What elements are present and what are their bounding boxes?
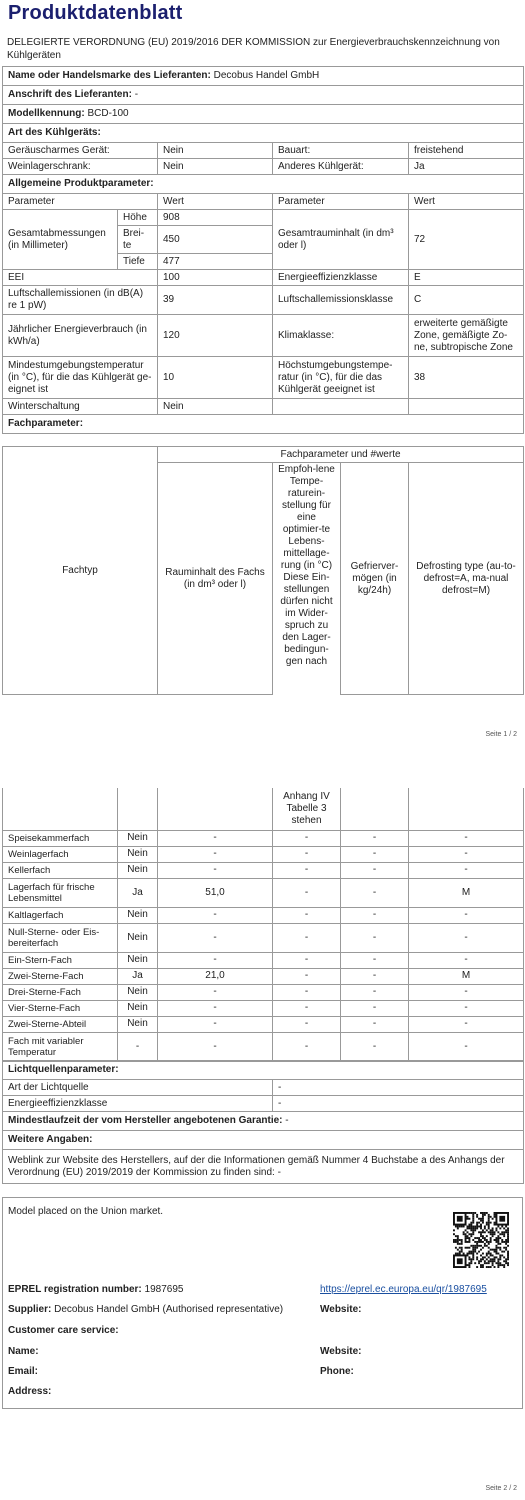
compartment-value: - xyxy=(409,952,524,968)
temperature-col-continued: Anhang IV Tabelle 3 stehen xyxy=(273,788,341,830)
customer-care-label: Customer care service: xyxy=(8,1325,119,1336)
compartment-row xyxy=(3,830,524,846)
compartment-value: - xyxy=(273,923,341,952)
eprel-number: 1987695 xyxy=(144,1284,184,1295)
temperature-col-header: Empfoh-lene Tempe-raturein-stellung für eine optimier-te Lebens-mittellage-rung (in °C) Diese Ein-stellungen dürfen nicht im Wider-spruch zu den Lager-bedingun-gen nach xyxy=(273,463,341,695)
page-number: Seite 2 / 2 xyxy=(485,1485,517,1492)
type-label: Weinlagerschrank: xyxy=(3,159,158,175)
page-number: Seite 1 / 2 xyxy=(485,731,517,738)
light-source-header: Lichtquellenparameter: xyxy=(3,1061,524,1080)
compartment-present: Ja xyxy=(118,878,158,907)
param-label xyxy=(273,399,409,415)
address-label: Address: xyxy=(8,1386,52,1397)
dim-value: 477 xyxy=(158,254,273,270)
compartment-row xyxy=(3,984,524,1000)
dimensions-label: Gesamtabmessungen (in Millimeter) xyxy=(3,210,118,270)
param-label: Luftschallemissionsklasse xyxy=(273,286,409,315)
param-value: C xyxy=(409,286,524,315)
type-value: Ja xyxy=(409,159,524,175)
supplier-value: Decobus Handel GmbH (Authorised representative) xyxy=(54,1304,284,1315)
type-label: Geräuscharmes Gerät: xyxy=(3,143,158,159)
compartment-present: Nein xyxy=(118,907,158,923)
volume-value: 72 xyxy=(409,210,524,270)
freezing-col-header: Gefrierver-mögen (in kg/24h) xyxy=(341,463,409,695)
col-header-param: Parameter xyxy=(3,194,158,210)
compartment-value: - xyxy=(409,984,524,1000)
supplier-info xyxy=(8,1304,283,1315)
param-label: Winterschaltung xyxy=(3,399,158,415)
page-title: Produktdatenblatt xyxy=(8,2,183,24)
compartment-value: - xyxy=(158,984,273,1000)
compartment-header-table xyxy=(2,446,524,695)
model-label: Modellkennung: xyxy=(8,108,85,119)
compartment-value: M xyxy=(409,878,524,907)
dim-value: 908 xyxy=(158,210,273,226)
light-label: Energieeffizienzklasse xyxy=(3,1096,273,1112)
compartment-row xyxy=(3,1000,524,1016)
compartment-value: - xyxy=(158,1016,273,1032)
compartment-value: - xyxy=(158,846,273,862)
param-value: 39 xyxy=(158,286,273,315)
compartment-value: - xyxy=(273,968,341,984)
phone-label: Phone: xyxy=(320,1366,354,1377)
fachtyp-header: Fachtyp xyxy=(3,447,158,695)
compartment-value: - xyxy=(158,923,273,952)
compartment-present: Nein xyxy=(118,846,158,862)
compartment-present: Nein xyxy=(118,1000,158,1016)
compartment-value: - xyxy=(158,907,273,923)
compartment-value: - xyxy=(273,952,341,968)
compartment-name: Null-Sterne- oder Eis-bereiterfach xyxy=(3,923,118,952)
eprel-link[interactable]: https://eprel.ec.europa.eu/qr/1987695 xyxy=(320,1284,487,1295)
compartment-name: Weinlagerfach xyxy=(3,846,118,862)
param-value: 120 xyxy=(158,315,273,357)
defrost-col-header: Defrosting type (au-to-defrost=A, ma-nual defrost=M) xyxy=(409,463,524,695)
compartment-value: - xyxy=(273,830,341,846)
compartment-value: - xyxy=(341,923,409,952)
compartment-value: - xyxy=(273,1016,341,1032)
type-value: freistehend xyxy=(409,143,524,159)
param-value: 10 xyxy=(158,357,273,399)
compartment-value: - xyxy=(341,830,409,846)
warranty-value: - xyxy=(285,1115,289,1126)
param-label: Jährlicher Energieverbrauch (in kWh/a) xyxy=(3,315,158,357)
compartment-value: - xyxy=(409,1016,524,1032)
compartment-present: Nein xyxy=(118,1016,158,1032)
compartment-row xyxy=(3,1016,524,1032)
model-value: BCD-100 xyxy=(87,108,129,119)
eprel-box xyxy=(2,1197,523,1409)
compartment-present: Nein xyxy=(118,862,158,878)
dim-name: Höhe xyxy=(118,210,158,226)
compartment-value: - xyxy=(158,830,273,846)
param-label: EEI xyxy=(3,270,158,286)
compartment-name: Vier-Sterne-Fach xyxy=(3,1000,118,1016)
eprel-registration xyxy=(8,1284,183,1295)
compartment-value: - xyxy=(409,1032,524,1061)
compartment-value: - xyxy=(273,1000,341,1016)
email-label: Email: xyxy=(8,1366,39,1377)
compartment-value: - xyxy=(341,907,409,923)
supplier-label: Name oder Handelsmarke des Lieferanten: xyxy=(8,70,211,81)
website-label-2: Website: xyxy=(320,1346,362,1357)
param-value: 100 xyxy=(158,270,273,286)
compartment-table xyxy=(2,788,524,1062)
compartment-value: - xyxy=(409,846,524,862)
product-datasheet-table xyxy=(2,66,524,434)
light-source-table xyxy=(2,1060,524,1184)
compartment-values-header: Fachparameter und #werte xyxy=(158,447,524,463)
col-header-param: Parameter xyxy=(273,194,409,210)
compartment-value: - xyxy=(273,907,341,923)
compartment-value: - xyxy=(158,952,273,968)
compartment-value: - xyxy=(341,1016,409,1032)
param-value: Nein xyxy=(158,399,273,415)
compartment-value: - xyxy=(273,878,341,907)
compartment-value: - xyxy=(273,984,341,1000)
compartment-name: Speisekammerfach xyxy=(3,830,118,846)
qr-code-icon[interactable] xyxy=(453,1212,509,1268)
compartment-row xyxy=(3,846,524,862)
website-label: Website: xyxy=(320,1304,362,1315)
compartment-row xyxy=(3,907,524,923)
col-header-value: Wert xyxy=(409,194,524,210)
further-info-text: Weblink zur Website des Herstellers, auf der die Informationen gemäß Nummer 4 Buchstabe a des Anhangs der Verordnung (EU) 2019/2019 der Kommission zu finden sind: - xyxy=(3,1150,524,1184)
compartment-value: - xyxy=(273,862,341,878)
param-value: erweiterte gemäßigte Zone, gemäßigte Zo-ne, subtropische Zone xyxy=(409,315,524,357)
compartment-present: Nein xyxy=(118,923,158,952)
compartment-row xyxy=(3,1032,524,1061)
compartment-value: - xyxy=(341,1000,409,1016)
compartment-row xyxy=(3,952,524,968)
further-info-header: Weitere Angaben: xyxy=(3,1131,524,1150)
param-label: Energieeffizienzklasse xyxy=(273,270,409,286)
light-value: - xyxy=(273,1096,524,1112)
regulation-subtitle: DELEGIERTE VERORDNUNG (EU) 2019/2016 DER KOMMISSION zur Energieverbrauchskennzeichnung von Kühlgeräten xyxy=(7,37,500,61)
param-label: Mindestumgebungstemperatur (in °C), für die das Kühlgerät ge-eignet ist xyxy=(3,357,158,399)
compartment-value: - xyxy=(341,862,409,878)
param-value: 38 xyxy=(409,357,524,399)
model-row xyxy=(3,105,524,124)
supplier-label: Supplier: xyxy=(8,1304,52,1315)
compartment-name: Kellerfach xyxy=(3,862,118,878)
eprel-label: EPREL registration number: xyxy=(8,1284,142,1295)
dim-name: Tiefe xyxy=(118,254,158,270)
compartment-present: Ja xyxy=(118,968,158,984)
compartment-present: Nein xyxy=(118,952,158,968)
param-value xyxy=(409,399,524,415)
compartment-name: Fach mit variabler Temperatur xyxy=(3,1032,118,1061)
compartment-name: Lagerfach für frische Lebensmittel xyxy=(3,878,118,907)
volume-label: Gesamtrauminhalt (in dm³ oder l) xyxy=(273,210,409,270)
eprel-intro: Model placed on the Union market. xyxy=(8,1206,164,1217)
name-label: Name: xyxy=(8,1346,39,1357)
compartment-params-header: Fachparameter: xyxy=(3,415,524,434)
compartment-present: Nein xyxy=(118,984,158,1000)
dim-name: Brei-te xyxy=(118,226,158,254)
param-label: Klimaklasse: xyxy=(273,315,409,357)
compartment-name: Drei-Sterne-Fach xyxy=(3,984,118,1000)
light-label: Art der Lichtquelle xyxy=(3,1080,273,1096)
compartment-value: - xyxy=(158,862,273,878)
volume-col-header: Rauminhalt des Fachs (in dm³ oder l) xyxy=(158,463,273,695)
compartment-present: - xyxy=(118,1032,158,1061)
compartment-name: Zwei-Sterne-Fach xyxy=(3,968,118,984)
dim-value: 450 xyxy=(158,226,273,254)
compartment-name: Ein-Stern-Fach xyxy=(3,952,118,968)
param-value: E xyxy=(409,270,524,286)
compartment-value: - xyxy=(409,907,524,923)
param-label: Luftschallemissionen (in dB(A) re 1 pW) xyxy=(3,286,158,315)
compartment-value: - xyxy=(158,1000,273,1016)
compartment-value: - xyxy=(341,878,409,907)
compartment-row xyxy=(3,878,524,907)
general-params-header: Allgemeine Produktparameter: xyxy=(3,175,524,194)
type-label: Bauart: xyxy=(273,143,409,159)
compartment-value: - xyxy=(341,984,409,1000)
compartment-row xyxy=(3,968,524,984)
compartment-name: Zwei-Sterne-Abteil xyxy=(3,1016,118,1032)
compartment-value: - xyxy=(409,923,524,952)
appliance-type-header: Art des Kühlgeräts: xyxy=(3,124,524,143)
compartment-row xyxy=(3,862,524,878)
compartment-row xyxy=(3,923,524,952)
type-value: Nein xyxy=(158,159,273,175)
address-row xyxy=(3,86,524,105)
address-value: - xyxy=(134,89,139,100)
page-2 xyxy=(0,745,525,1500)
warranty-label: Mindestlaufzeit der vom Hersteller angebotenen Garantie: xyxy=(8,1115,283,1126)
compartment-value: - xyxy=(341,1032,409,1061)
compartment-value: M xyxy=(409,968,524,984)
compartment-value: 51,0 xyxy=(158,878,273,907)
type-label: Anderes Kühlgerät: xyxy=(273,159,409,175)
supplier-row xyxy=(3,67,524,86)
compartment-value: - xyxy=(158,1032,273,1061)
compartment-value: - xyxy=(409,830,524,846)
param-label: Höchstumgebungstempe-ratur (in °C), für die das Kühlgerät geeignet ist xyxy=(273,357,409,399)
address-label: Anschrift des Lieferanten: xyxy=(8,89,132,100)
compartment-value: - xyxy=(341,952,409,968)
compartment-value: - xyxy=(409,1000,524,1016)
compartment-present: Nein xyxy=(118,830,158,846)
page-1 xyxy=(0,0,525,745)
compartment-value: 21,0 xyxy=(158,968,273,984)
compartment-value: - xyxy=(341,846,409,862)
compartment-value: - xyxy=(273,846,341,862)
compartment-value: - xyxy=(409,862,524,878)
col-header-value: Wert xyxy=(158,194,273,210)
light-value: - xyxy=(273,1080,524,1096)
compartment-name: Kaltlagerfach xyxy=(3,907,118,923)
compartment-value: - xyxy=(273,1032,341,1061)
compartment-value: - xyxy=(341,968,409,984)
supplier-value: Decobus Handel GmbH xyxy=(213,70,320,81)
type-value: Nein xyxy=(158,143,273,159)
warranty-row xyxy=(3,1112,524,1131)
